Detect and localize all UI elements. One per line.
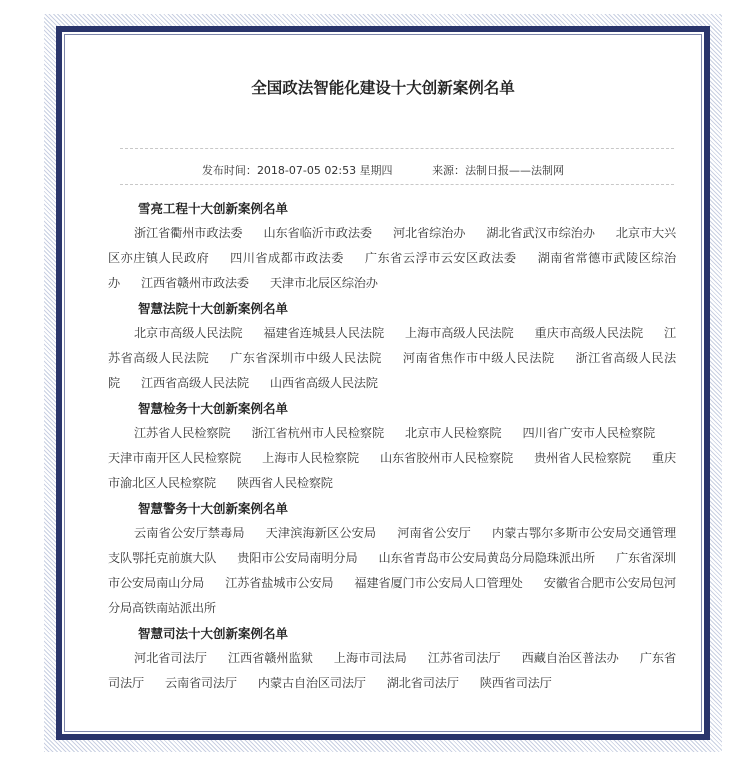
- section-title: 智慧检务十大创新案例名单: [138, 401, 289, 416]
- decorative-frame: [44, 14, 722, 752]
- list-item: 福建省连城县人民法院: [263, 326, 385, 340]
- list-item: 云南省司法厅: [164, 676, 237, 690]
- section-items: [108, 321, 676, 396]
- list-item: 贵阳市公安局南明分局: [237, 551, 358, 565]
- list-item: 广东省司法厅: [108, 651, 676, 690]
- list-item: 江苏省高级人民法院: [108, 326, 676, 365]
- list-item: 上海市高级人民法院: [405, 326, 514, 340]
- list-item: 天津市北辰区综治办: [269, 276, 378, 290]
- section-title: 雪亮工程十大创新案例名单: [138, 201, 289, 216]
- article-title: 全国政法智能化建设十大创新案例名单: [251, 79, 515, 97]
- list-item: 广东省深圳市中级人民法院: [230, 351, 382, 365]
- list-item: 北京市高级人民法院: [134, 326, 243, 340]
- list-item: 湖南省常德市武陵区综治办: [108, 251, 676, 290]
- list-item: 山东省青岛市公安局黄岛分局隐珠派出所: [378, 551, 595, 565]
- list-item: 江苏省盐城市公安局: [225, 576, 334, 590]
- section-items: [108, 421, 676, 496]
- list-item: 广东省云浮市云安区政法委: [364, 251, 517, 265]
- list-item: 湖北省司法厅: [386, 676, 459, 690]
- list-item: 福建省厦门市公安局人口管理处: [354, 576, 523, 590]
- publish-time: 2018-07-05 02:53 星期四: [256, 164, 393, 177]
- list-item: 重庆市高级人民法院: [534, 326, 643, 340]
- list-item: 江苏省人民检察院: [134, 426, 231, 440]
- section-title: 智慧司法十大创新案例名单: [138, 626, 289, 641]
- list-item: 湖北省武汉市综治办: [486, 226, 595, 240]
- list-item: 上海市司法局: [333, 651, 407, 665]
- section-title: 智慧警务十大创新案例名单: [138, 501, 289, 516]
- meta-divider: [120, 184, 674, 185]
- list-item: 西藏自治区普法办: [521, 651, 619, 665]
- list-item: 重庆市渝北区人民检察院: [108, 451, 676, 490]
- source-label: 来源：: [432, 164, 466, 177]
- list-item: 浙江省高级人民法院: [108, 351, 676, 390]
- list-item: 江西省赣州监狱: [227, 651, 313, 665]
- list-item: 山东省临沂市政法委: [263, 226, 372, 240]
- section-items: [108, 521, 676, 621]
- top-divider: [120, 148, 674, 149]
- list-item: 天津市南开区人民检察院: [108, 451, 242, 465]
- list-item: 内蒙古自治区司法厅: [257, 676, 366, 690]
- list-item: 安徽省合肥市公安局包河分局高铁南站派出所: [108, 576, 676, 615]
- list-item: 河南省焦作市中级人民法院: [402, 351, 555, 365]
- list-item: 北京市人民检察院: [405, 426, 502, 440]
- list-item: 云南省公安厅禁毒局: [134, 526, 245, 540]
- list-item: 天津滨海新区公安局: [265, 526, 377, 540]
- list-item: 贵州省人民检察院: [534, 451, 631, 465]
- list-item: 浙江省杭州市人民检察院: [251, 426, 385, 440]
- list-item: 江西省高级人民法院: [141, 376, 249, 390]
- list-item: 上海市人民检察院: [262, 451, 359, 465]
- list-item: 广东省深圳市公安局南山分局: [108, 551, 677, 590]
- section-items: [108, 646, 676, 696]
- list-item: 河南省公安厅: [397, 526, 471, 540]
- list-item: 四川省广安市人民检察院: [522, 426, 655, 440]
- list-item: 内蒙古鄂尔多斯市公安局交通管理支队鄂托克前旗大队: [108, 526, 677, 565]
- article-panel: [56, 26, 710, 740]
- list-item: 山东省胶州市人民检察院: [379, 451, 514, 465]
- list-item: 山西省高级人民法院: [269, 376, 378, 390]
- list-item: 江苏省司法厅: [427, 651, 501, 665]
- publish-label: 发布时间：: [201, 164, 257, 177]
- list-item: 江西省赣州市政法委: [141, 276, 249, 290]
- article-meta: [62, 162, 704, 178]
- list-item: 陕西省人民检察院: [236, 476, 333, 490]
- source-name: 法制日报——法制网: [465, 164, 565, 177]
- section-title: 智慧法院十大创新案例名单: [138, 301, 289, 316]
- article-body: [108, 196, 676, 696]
- list-item: 浙江省衢州市政法委: [134, 226, 243, 240]
- list-item: 四川省成都市政法委: [230, 251, 344, 265]
- list-item: 北京市大兴区亦庄镇人民政府: [108, 226, 676, 265]
- list-item: 河北省综治办: [392, 226, 466, 240]
- list-item: 陕西省司法厅: [479, 676, 552, 690]
- list-item: 河北省司法厅: [134, 651, 207, 665]
- section-items: [108, 221, 676, 296]
